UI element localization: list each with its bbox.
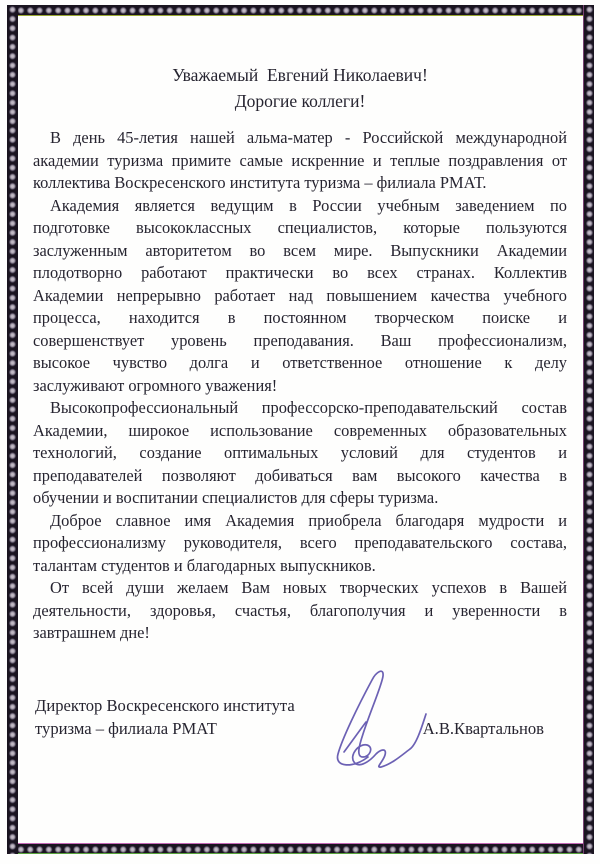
salutation-line-2: Дорогие коллеги!	[234, 91, 366, 111]
letter-salutation	[33, 62, 567, 114]
signatory-name: А.В.Квартальнов	[422, 719, 544, 738]
letter-line: Доброе славное имя Академия приобрела благодаря мудрости и	[50, 510, 567, 530]
signatory-position	[35, 694, 295, 740]
letter-line: Высокопрофессиональный профессорско-преподавательский состав	[50, 398, 567, 417]
letter-line: коллектива Воскресенского института туризма – филиала РМАТ.	[33, 173, 487, 192]
letter-line: От всей души желаем Вам новых творческих успехов в Вашей	[50, 578, 567, 597]
letter-line: высокое чувство долга и ответственное отношение к делу	[33, 353, 567, 372]
letter-body	[33, 127, 567, 645]
letter-line: завтрашнем дне!	[33, 623, 150, 642]
letter-line: заслуженным авторитетом во всем мире. Выпускники Академии	[33, 240, 567, 260]
letter-line: преподавателей позволяют добиваться вам высокого качества в	[33, 465, 567, 485]
letter-content	[33, 0, 567, 864]
letter-line: Академии непрерывно работает над повышением качества учебного	[33, 285, 567, 305]
letter-line: Академия является ведущим в России учебным заведением по	[50, 195, 567, 215]
signatory-position-line-1: Директор Воскресенского института	[35, 696, 295, 715]
salutation-line-1: Уважаемый Евгений Николаевич!	[172, 65, 428, 85]
letter-line: талантам студентов и благодарных выпускников.	[33, 555, 376, 575]
letter-line: процесса, находится в постоянном творческом поиске и	[33, 308, 567, 327]
letter-line: заслуживают огромного уважения!	[33, 375, 278, 395]
border-left-strip	[7, 5, 18, 854]
letter-line: обучении и воспитании специалистов для сферы туризма.	[33, 488, 439, 507]
letter-line: деятельности, здоровья, счастья, благополучия и уверенности в	[33, 600, 567, 620]
letter-line: подготовке высококлассных специалистов, которые пользуются	[33, 218, 567, 237]
letter-line: плодотворно работают практически во всех странах. Коллектив	[33, 263, 567, 282]
letter-line: В день 45-летия нашей альма-матер - Российской международной	[50, 128, 567, 147]
letter-line: технологий, создание оптимальных условий для студентов и	[33, 443, 567, 462]
signatory-position-line-2: туризма – филиала РМАТ	[35, 719, 217, 738]
letter-line: совершенствует уровень преподавания. Ваш профессионализм,	[33, 330, 567, 350]
border-right-strip	[583, 5, 594, 854]
letter-line: профессионализму руководителя, всего преподавательского состава,	[33, 533, 567, 552]
letter-line: академии туризма примите самые искренние и теплые поздравления от	[33, 150, 567, 170]
letter-line: Академии, широкое использование современных образовательных	[33, 420, 567, 440]
